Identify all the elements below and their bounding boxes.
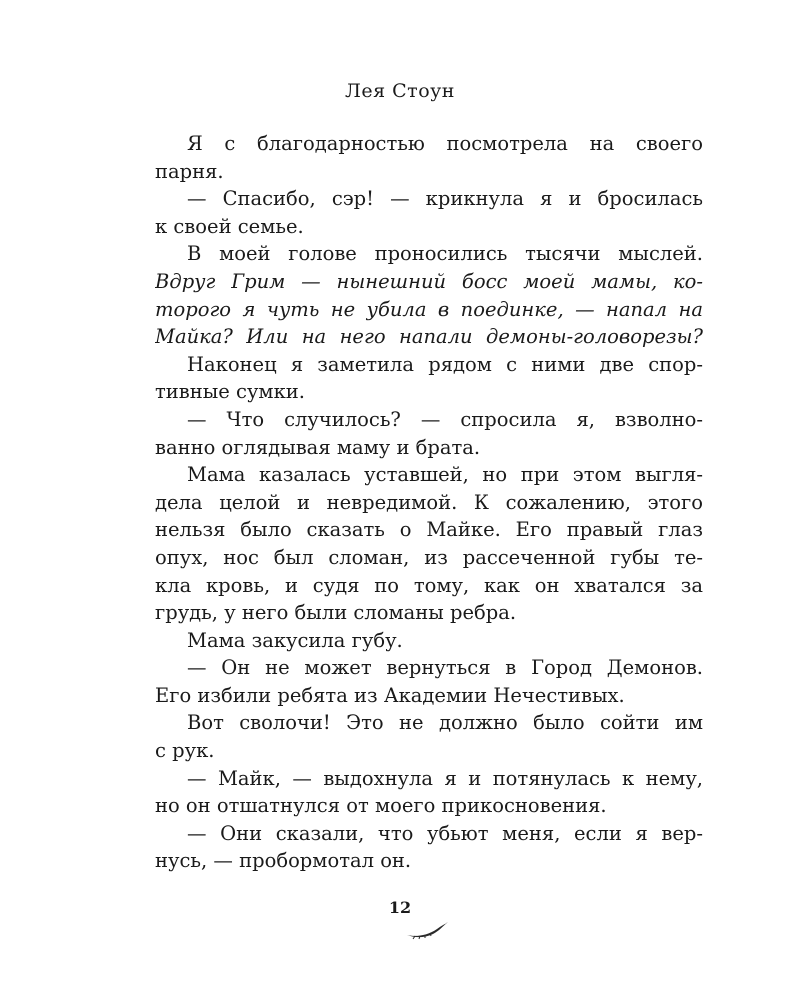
text-line: нельзя было сказать о Майке. Его правый глаз [155,518,703,542]
text-line: Майка? Или на него напали демоны-головорезы? [155,325,703,349]
text-line: торого я чуть не убила в поединке, — напал на [155,297,703,321]
text-line: ванно оглядывая маму и брата. [155,435,481,459]
text-line: парня. [155,159,224,183]
text-line: Мама закусила губу. [187,628,403,652]
text-line: Я с благодарностью посмотрела на своего [187,132,703,155]
text-line: к своей семье. [155,214,304,238]
text-line: опух, нос был сломан, из рассеченной губы те- [155,545,703,569]
text-line: тивные сумки. [155,380,305,404]
feather-icon [405,920,449,940]
text-line: Вдруг Грим — нынешний босс моей мамы, ко- [155,269,703,293]
text-line: кла кровь, и судя по тому, как он хватался за [155,573,703,597]
text-line: — Майк, — выдохнула я и потянулась к нему, [187,766,703,790]
text-line: — Они сказали, что убьют меня, если я вер- [187,821,703,845]
text-line: В моей голове проносились тысячи мыслей. [187,242,703,266]
text-line: нусь, — пробормотал он. [155,849,412,873]
text-line: грудь, у него были сломаны ребра. [155,601,517,625]
text-line: но он отшатнулся от моего прикосновения. [155,794,607,818]
text-line: — Что случилось? — спросила я, взволно- [187,407,703,431]
text-line: с рук. [155,739,215,763]
text-line: — Он не может вернуться в Город Демонов. [187,656,703,680]
text-line: Мама казалась уставшей, но при этом выгля- [187,463,703,487]
text-line: — Спасибо, сэр! — крикнула я и бросилась [187,187,703,211]
text-line: Его избили ребята из Академии Нечестивых. [155,683,625,707]
running-header-author: Лея Стоун [345,80,455,102]
page-number: 12 [388,898,412,917]
text-line: дела целой и невредимой. К сожалению, этого [155,490,703,514]
text-line: Вот сволочи! Это не должно было сойти им [187,711,703,735]
text-line: Наконец я заметила рядом с ними две спор- [187,352,703,376]
body-text [155,130,703,875]
